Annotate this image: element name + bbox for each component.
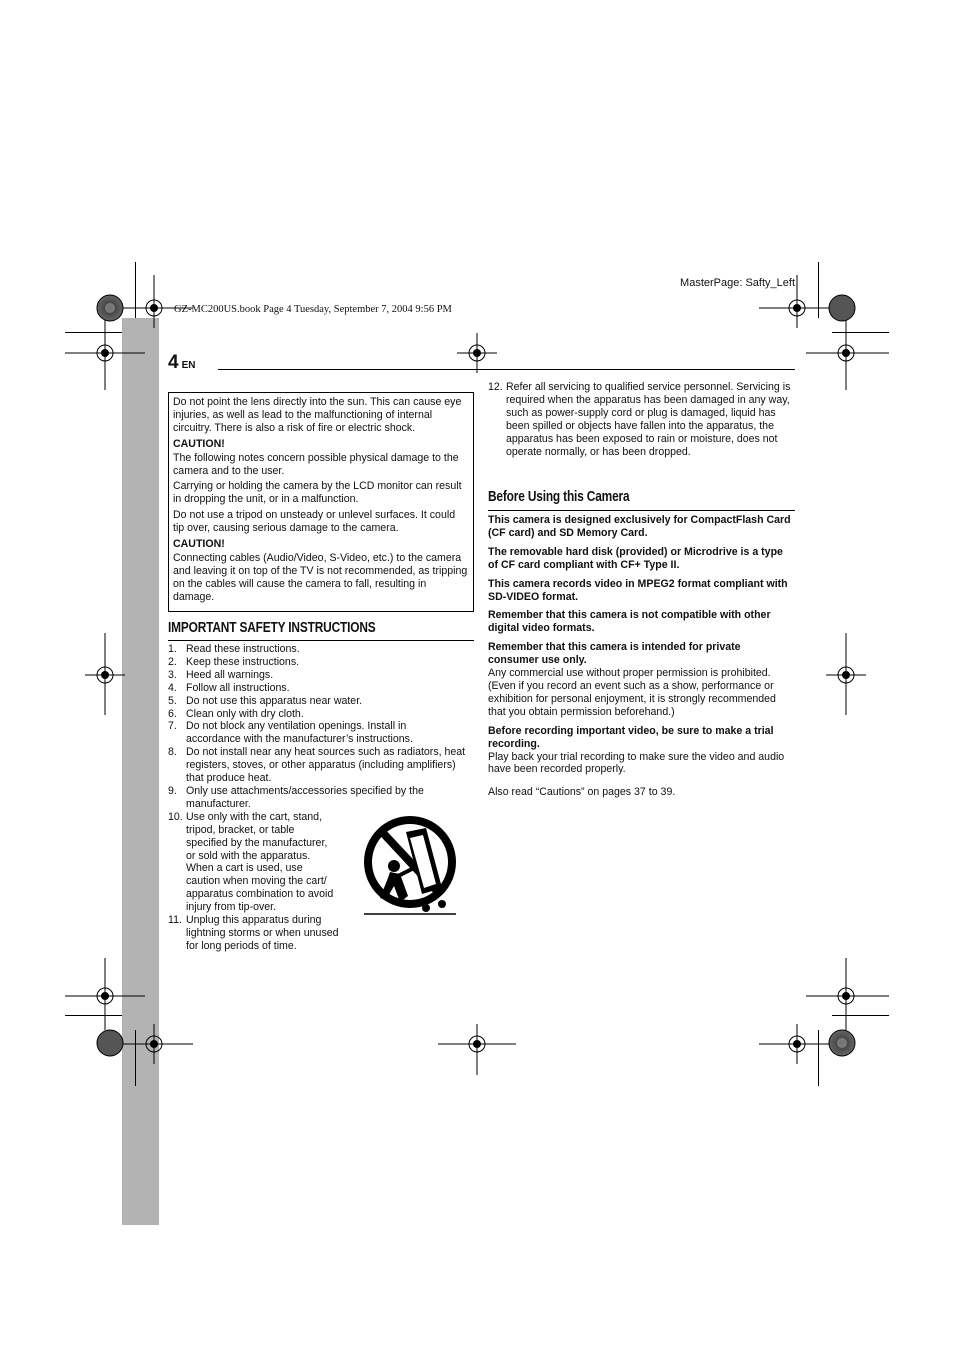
list-item <box>488 381 794 458</box>
book-info-line: GZ-MC200US.book Page 4 Tuesday, September 7, 2004 9:56 PM <box>174 304 452 315</box>
trial-recording-note <box>488 725 794 777</box>
header-rule <box>218 369 795 370</box>
cf-sd-note: This camera is designed exclusively for CompactFlash Card (CF card) and SD Memory Card. <box>488 514 791 539</box>
page-language: EN <box>181 360 196 371</box>
list-item <box>168 811 338 914</box>
sun-warning: Do not point the lens directly into the sun. This can cause eye injuries, as well as lead to the malfunctioning of internal circuitry. There is also a risk of fire or electric shock. <box>173 396 462 434</box>
list-item <box>168 656 468 669</box>
item-number: 12. <box>488 381 503 393</box>
item-number: 11. <box>168 914 182 927</box>
trial-recording-text: Play back your trial recording to make sure the video and audio have been recorded properly. <box>488 750 785 776</box>
item-number: 4. <box>168 681 177 694</box>
list-item <box>168 695 468 708</box>
compatibility-note: Remember that this camera is not compatible with other digital video formats. <box>488 609 771 635</box>
list-item <box>168 643 468 656</box>
item-text: Only use attachments/accessories specified by the manufacturer. <box>186 784 424 810</box>
item-number: 8. <box>168 746 177 759</box>
item-number: 6. <box>168 707 177 720</box>
cart-tipover-warning-icon <box>354 812 466 922</box>
page-number-value: 4 <box>168 352 179 373</box>
before-using-rule <box>488 510 795 511</box>
item-text: Clean only with dry cloth. <box>186 707 304 720</box>
caution-title-1: CAUTION! <box>173 437 225 450</box>
list-item <box>168 785 466 811</box>
caution-1-para-3: Do not use a tripod on unsteady or unlevel surfaces. It could tip over, causing serious damage to the camera. <box>173 509 456 535</box>
item-number: 7. <box>168 720 177 733</box>
caution-box <box>168 392 474 612</box>
private-use-text: Any commercial use without proper permission is prohibited. (Even if you record an event such as a show, performance or exhibition for personal enjoyment, it is strongly recommended that you obtain permission beforehand.) <box>488 667 776 718</box>
cautions-reference: Also read “Cautions” on pages 37 to 39. <box>488 786 676 799</box>
list-item <box>168 682 468 695</box>
masterpage-label: MasterPage: Safty_Left <box>680 277 795 289</box>
item-text: Read these instructions. <box>186 643 300 655</box>
item-text: Do not install near any heat sources such as radiators, heat registers, stoves, or other apparatus (including amplifiers) that produce heat. <box>186 746 466 785</box>
page-number <box>168 352 195 374</box>
item-text: Do not block any ventilation openings. Install in accordance with the manufacturer’s instructions. <box>186 720 413 746</box>
item-number: 9. <box>168 784 177 797</box>
private-use-note <box>488 641 794 718</box>
item-number: 3. <box>168 668 177 681</box>
private-use-bold: Remember that this camera is intended for private consumer use only. <box>488 641 741 667</box>
list-item <box>168 746 468 785</box>
caution-title-2: CAUTION! <box>173 538 225 551</box>
item-12 <box>488 381 794 458</box>
list-item <box>168 669 468 682</box>
item-number: 1. <box>168 643 177 655</box>
caution-2-para-1: Connecting cables (Audio/Video, S-Video, etc.) to the camera and leaving it on top of the TV is not recommended, as tripping on the cables will cause the camera to fall, resulting in damage. <box>173 551 468 603</box>
item-text: Do not use this apparatus near water. <box>186 694 363 707</box>
before-using-body <box>488 514 794 805</box>
item-number: 10. <box>168 810 183 823</box>
safety-heading-rule <box>168 640 474 641</box>
item-text: Refer all servicing to qualified service personnel. Servicing is required when the apparatus has been damaged in any way, such as power-supply cord or plug is damaged, liquid has been spilled or objects have fallen into the apparatus, the apparatus has been exposed to rain or moisture, does not operate normally, or has been dropped. <box>506 381 791 458</box>
item-text: Heed all warnings. <box>186 668 274 681</box>
item-number: 5. <box>168 694 177 707</box>
trial-recording-bold: Before recording important video, be sure to make a trial recording. <box>488 724 774 750</box>
before-using-heading: Before Using this Camera <box>488 489 630 505</box>
item-number: 2. <box>168 655 177 668</box>
list-item <box>168 720 458 746</box>
safety-heading: IMPORTANT SAFETY INSTRUCTIONS <box>168 620 376 636</box>
caution-1-para-1: The following notes concern possible physical damage to the camera and to the user. <box>173 451 459 477</box>
list-item <box>168 708 468 721</box>
list-item <box>168 914 346 953</box>
item-text: Use only with the cart, stand, tripod, bracket, or table specified by the manufacturer, or sold with the apparatus. When a cart is used, use caution when moving the cart/ apparatus combination to avoid injury from tip-over. <box>186 810 334 914</box>
item-text: Keep these instructions. <box>186 655 300 668</box>
caution-1-para-2: Carrying or holding the camera by the LCD monitor can result in dropping the unit, or in a malfunction. <box>173 480 462 506</box>
mpeg2-note: This camera records video in MPEG2 format compliant with SD-VIDEO format. <box>488 577 788 603</box>
item-text: Follow all instructions. <box>186 681 290 694</box>
item-text: Unplug this apparatus during lightning storms or when unused for long periods of time. <box>186 914 339 952</box>
microdrive-note: The removable hard disk (provided) or Microdrive is a type of CF card compliant with CF+ Type II. <box>488 545 783 571</box>
